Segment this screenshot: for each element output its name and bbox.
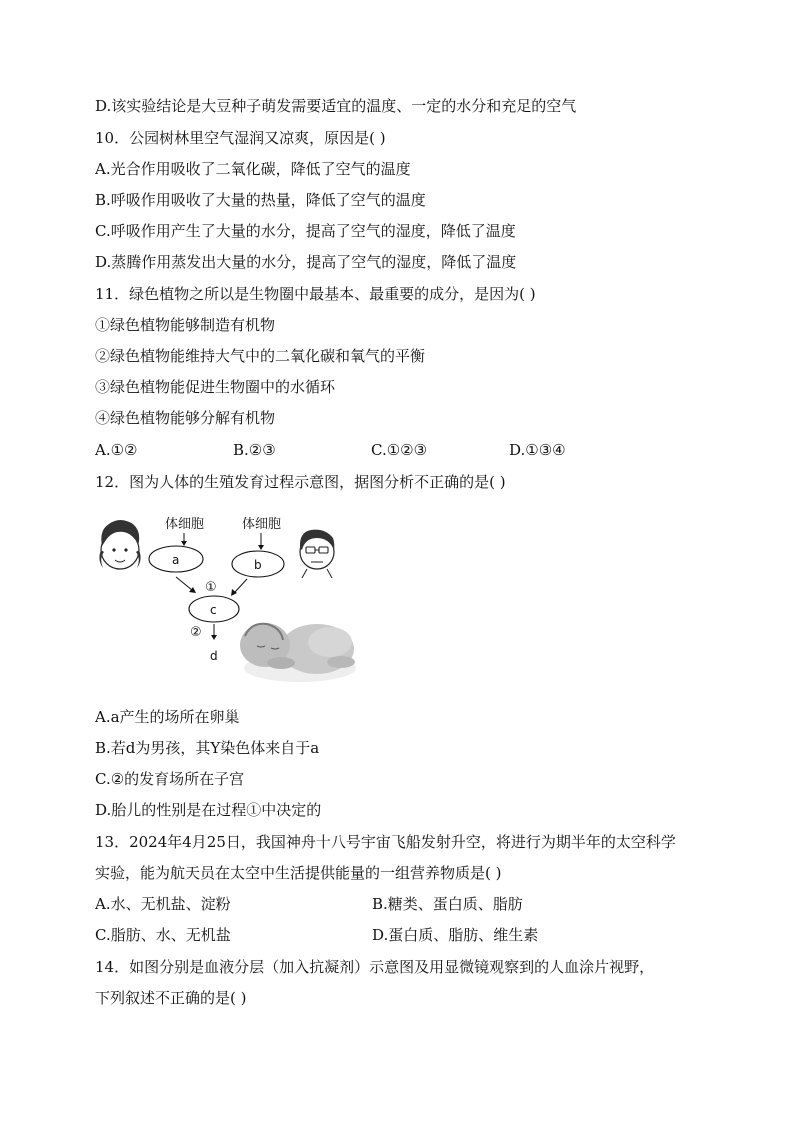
q13-option-a: A.水、无机盐、淀粉 xyxy=(95,895,231,913)
q11-statement-2: ②绿色植物能维持大气中的二氧化碳和氧气的平衡 xyxy=(95,347,426,365)
q11-stem: 11．绿色植物之所以是生物圈中最基本、最重要的成分，是因为( ) xyxy=(95,285,536,303)
q12-option-a: A.a产生的场所在卵巢 xyxy=(95,708,240,726)
body-cell-label-left: 体细胞 xyxy=(165,517,205,532)
q12-option-c: C.②的发育场所在子宫 xyxy=(95,770,245,788)
q11-option-d: D.①③④ xyxy=(509,441,566,459)
q11-statement-1: ①绿色植物能够制造有机物 xyxy=(95,316,276,334)
q10-stem: 10．公园树林里空气湿润又凉爽，原因是( ) xyxy=(95,129,386,147)
father-face-icon xyxy=(300,530,334,578)
q11-option-c: C.①②③ xyxy=(371,441,428,459)
mother-face-icon xyxy=(99,520,140,569)
q11-statement-3: ③绿色植物能促进生物圈中的水循环 xyxy=(95,378,336,396)
q13-option-b: B.糖类、蛋白质、脂肪 xyxy=(372,895,523,913)
q14-stem-line2: 下列叙述不正确的是( ) xyxy=(95,989,247,1007)
q10-option-d: D.蒸腾作用蒸发出大量的水分，提高了空气的湿度，降低了温度 xyxy=(95,253,517,271)
baby-image xyxy=(240,623,356,682)
q12-option-d: D.胎儿的性别是在过程①中决定的 xyxy=(95,801,322,819)
q11-statement-4: ④绿色植物能够分解有机物 xyxy=(95,409,276,427)
q13-stem-line1: 13．2024年4月25日，我国神舟十八号宇宙飞船发射升空，将进行为期半年的太空科学 xyxy=(95,833,676,851)
q13-option-c: C.脂肪、水、无机盐 xyxy=(95,926,231,944)
q13-option-d: D.蛋白质、脂肪、维生素 xyxy=(372,926,539,944)
q13-stem-line2: 实验，能为航天员在太空中生活提供能量的一组营养物质是( ) xyxy=(95,864,502,882)
q10-option-a: A.光合作用吸收了二氧化碳，降低了空气的温度 xyxy=(95,160,411,178)
step-1-label: ① xyxy=(205,580,217,595)
q12-stem: 12．图为人体的生殖发育过程示意图，据图分析不正确的是( ) xyxy=(95,473,506,491)
q14-stem-line1: 14．如图分别是血液分层（加入抗凝剂）示意图及用显微镜观察到的人血涂片视野， xyxy=(95,958,655,976)
step-2-label: ② xyxy=(190,625,202,640)
node-b-label: b xyxy=(254,558,262,572)
q12-option-b: B.若d为男孩，其Y染色体来自于a xyxy=(95,739,320,757)
body-cell-label-right: 体细胞 xyxy=(242,517,282,532)
q10-option-c: C.呼吸作用产生了大量的水分，提高了空气的湿度，降低了温度 xyxy=(95,222,516,240)
node-a-label: a xyxy=(172,553,180,567)
q9-option-d: D.该实验结论是大豆种子萌发需要适宜的温度、一定的水分和充足的空气 xyxy=(95,97,577,115)
node-d-label: d xyxy=(210,649,218,663)
q11-option-a: A.①② xyxy=(95,441,138,459)
node-c-label: c xyxy=(210,603,217,617)
q10-option-b: B.呼吸作用吸收了大量的热量，降低了空气的温度 xyxy=(95,191,426,209)
reproduction-diagram xyxy=(95,508,365,698)
q11-option-b: B.②③ xyxy=(233,441,276,459)
